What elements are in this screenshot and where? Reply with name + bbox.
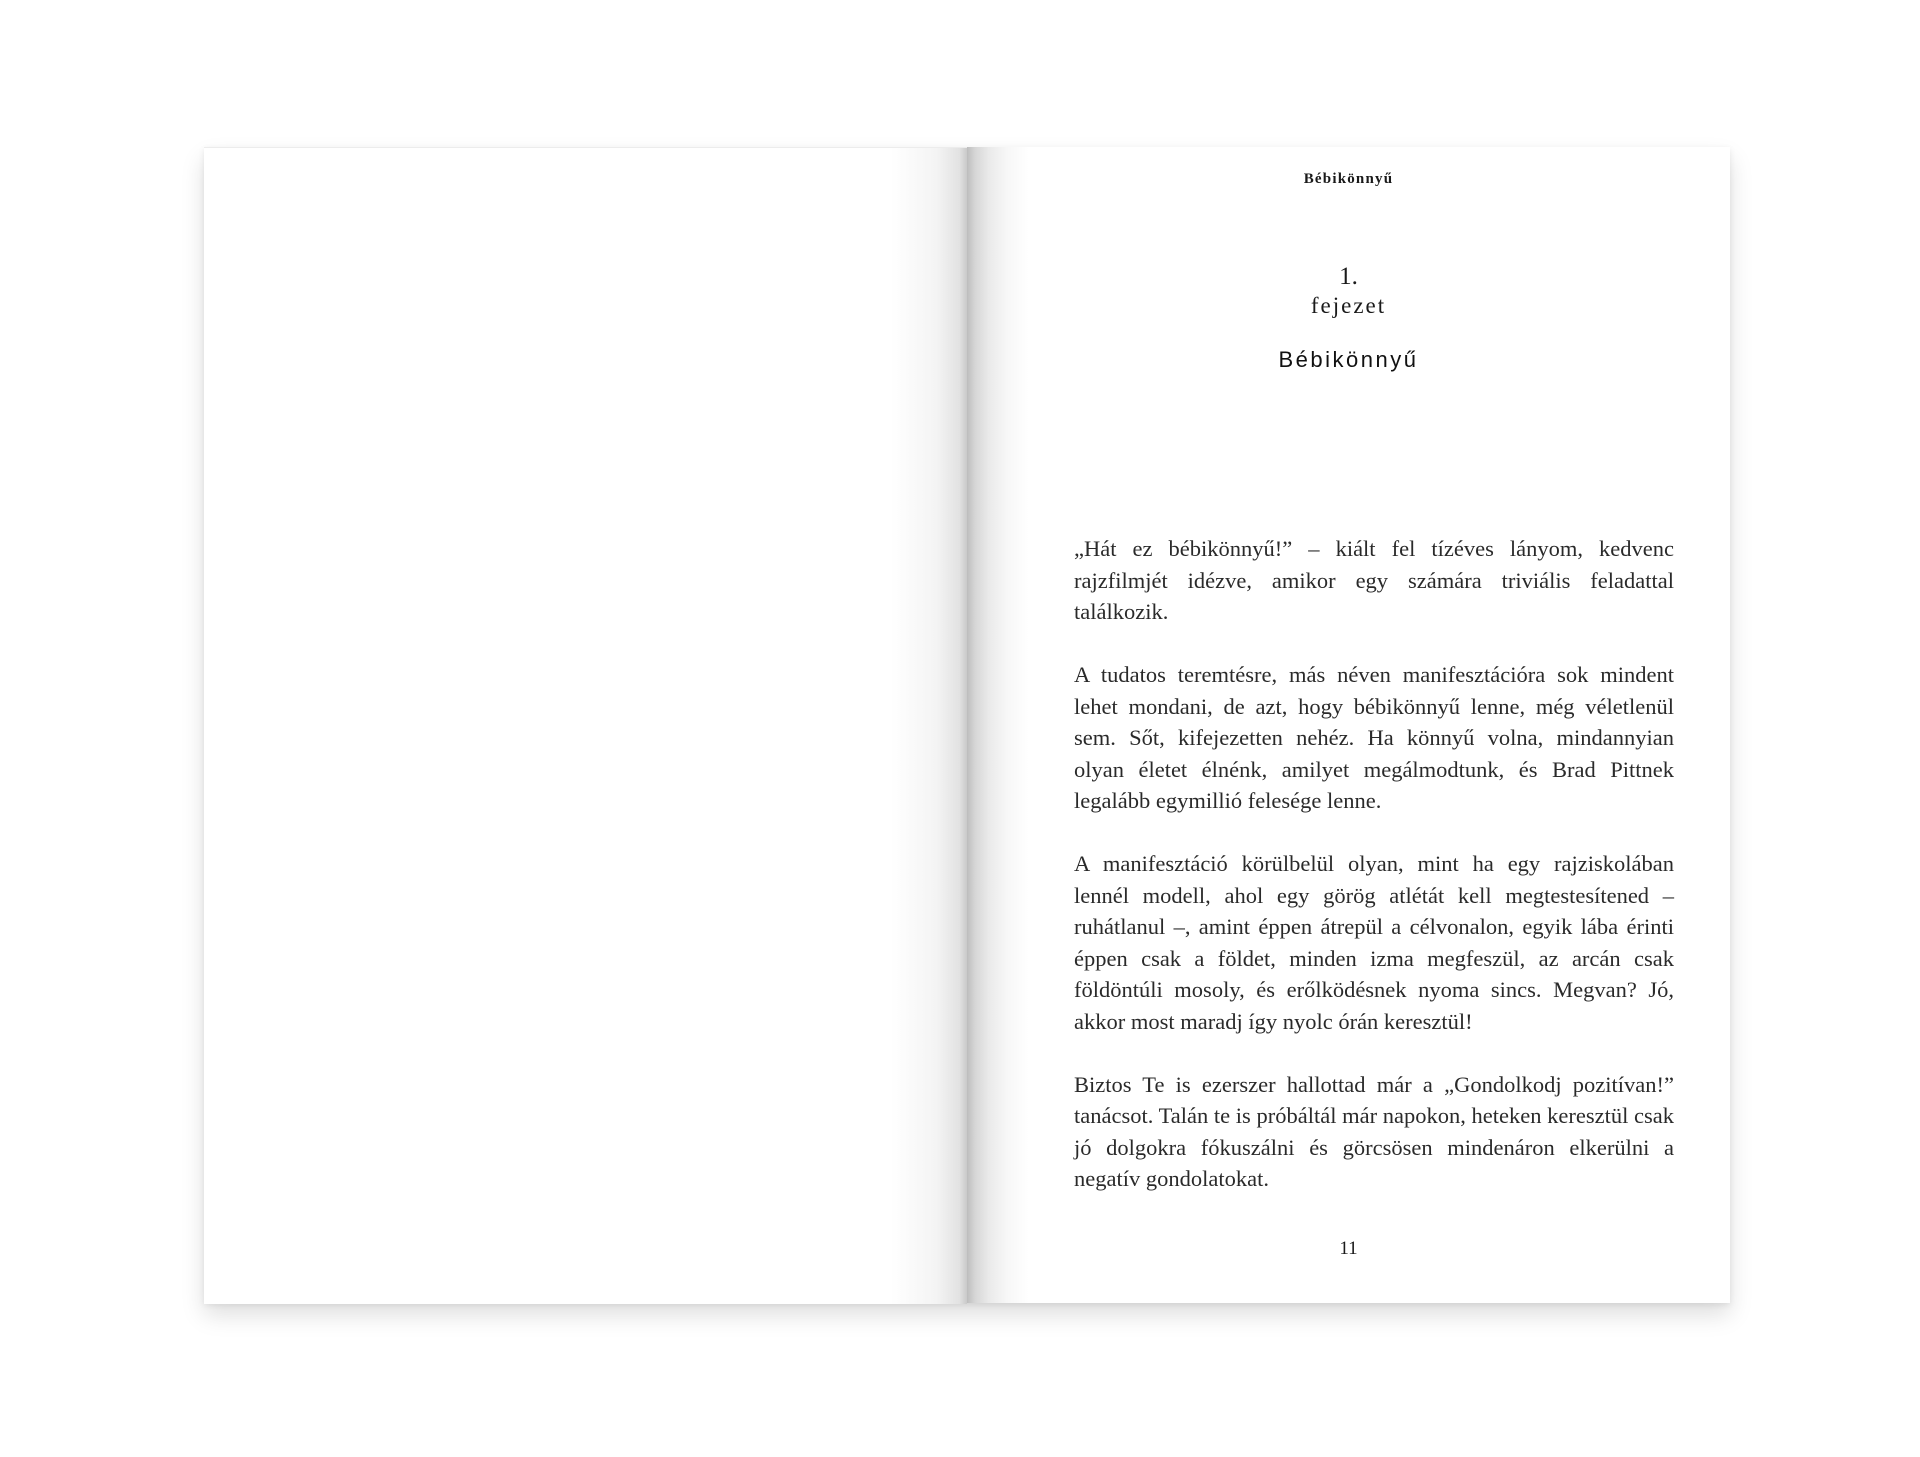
paragraph-4: Biztos Te is ezerszer hallottad már a „Gondolkodj pozitívan!” tanácsot. Talán te is próbáltál már napokon, heteken keresztül csak jó dolgokra fókuszálni és görcsösen mindenáron elkerülni a negatív gondolatokat. bbox=[1074, 1071, 1674, 1191]
page-number: 11 bbox=[1339, 1238, 1358, 1259]
chapter-label: fejezet bbox=[1310, 293, 1387, 318]
body-text bbox=[1074, 533, 1674, 1195]
left-page-blank bbox=[204, 147, 967, 1304]
book-spread bbox=[204, 147, 1730, 1303]
running-head: Bébikönnyű bbox=[1303, 171, 1394, 187]
paragraph-1: „Hát ez bébikönnyű!” – kiált fel tízéves lányom, kedvenc rajzfilmjét idézve, amikor egy számára triviális feladattal találkozik. bbox=[1074, 536, 1674, 624]
chapter-title: Bébikönnyű bbox=[1278, 347, 1419, 372]
right-page bbox=[967, 147, 1730, 1303]
paragraph-2: A tudatos teremtésre, más néven manifesztációra sok mindent lehet mondani, de azt, hogy bébikönnyű lenne, még véletlenül sem. Sőt, kifejezetten nehéz. Ha könnyű volna, mindannyian olyan életet élnénk, amilyet megálmodtunk, és Brad Pittnek legalább egymillió felesége lenne. bbox=[1074, 662, 1674, 813]
paragraph-3: A manifesztáció körülbelül olyan, mint ha egy rajziskolában lennél modell, ahol egy görög atlétát kell megtestesítened – ruhátlanul –, amint éppen átrepül a célvonalon, egyik lába érinti éppen csak a földet, minden izma megfeszül, az arcán csak földöntúli mosoly, és erőlködésnek nyoma sincs. Megvan? Jó, akkor most maradj így nyolc órán keresztül! bbox=[1074, 851, 1674, 1034]
chapter-number: 1. bbox=[1339, 263, 1358, 290]
